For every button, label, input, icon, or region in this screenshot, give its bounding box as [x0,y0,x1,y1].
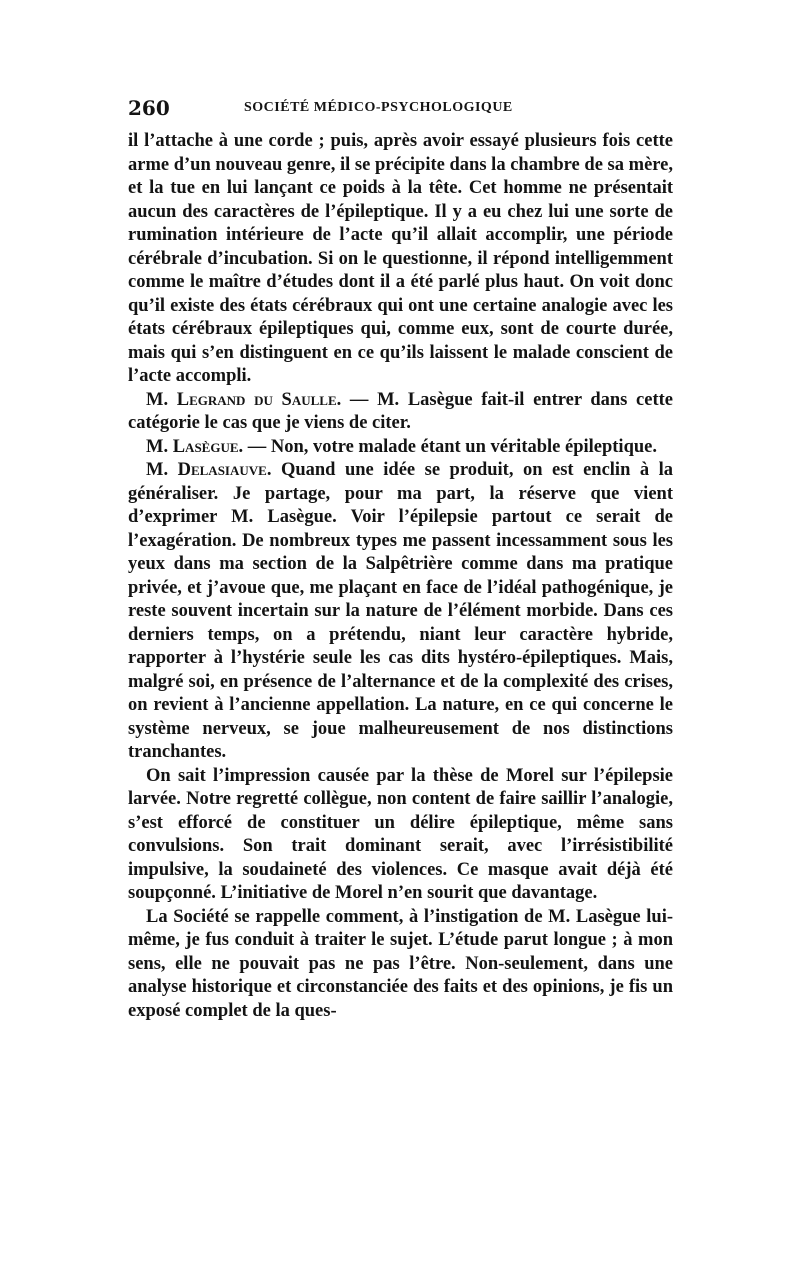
paragraph-text: On sait l’impression causée par la thèse de Morel sur l’épilepsie larvée. Notre regretté collègue, non content de faire saillir l’analogie, s’est efforcé de constituer un délire épileptique, même sans convulsions. Son trait dominant serait, avec l’irrésistibilité impulsive, la soudaineté des violences. Ce masque avait déjà été soupçonné. L’initiative de Morel n’en sourit que davantage. [128,765,673,903]
paragraph-legrand-du-saulle [128,389,673,436]
paragraph-text: Quand une idée se produit, on est enclin à la généraliser. Je partage, pour ma part, la réserve que vient d’exprimer M. Lasègue. Voir l’épilepsie partout ce serait de l’exagération. De nombreux types me passent incessamment sous les yeux dans ma section de la Salpêtrière comme dans ma pratique privée, et j’avoue que, me plaçant en face de l’idéal pathogénique, je reste souvent incertain sur la nature de l’élément morbide. Dans ces derniers temps, on a prétendu, niant leur caractère hybride, rapporter à l’hystérie seule les cas dits hystéro-épileptiques. Mais, malgré soi, en présence de l’alternance et de la complexité des crises, on revient à l’ancienne appellation. La nature, en ce qui concerne le système nerveux, se joue malheureusement de nos distinctions tranchantes. [128,460,674,762]
paragraph-text: il l’attache à une corde ; puis, après avoir essayé plusieurs fois cette arme d’un nouveau genre, il se précipite dans la chambre de sa mère, et la tue en lui lançant ce poids à la tête. Cet homme ne présentait aucun des caractères de l’épileptique. Il y a eu chez lui une sorte de rumination intérieure de l’acte qu’il allait accomplir, une période cérébrale d’incubation. Si on le questionne, il répond intelligemment comme le maître d’études dont il a été parlé plus haut. On voit donc qu’il existe des états cérébraux qui ont une certaine analogie avec les états cérébraux épileptiques qui, comme eux, sont de courte durée, mais qui s’en distinguent en ce qu’ils laissent le malade conscient de l’acte accompli. [128,131,673,386]
speaker-name: Lasègue. [172,436,244,457]
body-text [128,130,673,1023]
speaker-prefix: M. [146,436,169,457]
paragraph-text: La Société se rappelle comment, à l’instigation de M. Lasègue lui-même, je fus conduit à traiter le sujet. L’étude parut longue ; à mon sens, elle ne pouvait pas ne pas l’être. Non-seulement, dans une analyse historique et circonstanciée des faits et des opinions, je fis un exposé complet de la ques- [128,906,673,1021]
paragraph-morel [128,765,673,906]
speaker-prefix: M. [146,460,169,480]
paragraph-societe [128,906,673,1024]
paragraph-text: — Non, votre malade étant un véritable épileptique. [247,436,657,457]
speaker-prefix: M. [146,389,169,410]
paragraph-text: — M. Lasègue fait-il entrer dans cette catégorie le cas que je viens de citer. [128,389,674,433]
speaker-name: Legrand du Saulle. [176,389,342,410]
paragraph-delasiauve [128,459,673,765]
running-head [128,96,688,124]
running-title: SOCIÉTÉ MÉDICO-PSYCHOLOGIQUE [244,100,513,115]
paragraph-lasegue [128,436,673,460]
page-number: 260 [128,96,170,120]
paragraph-continuation [128,130,673,389]
speaker-name: Delasiauve. [177,460,272,480]
